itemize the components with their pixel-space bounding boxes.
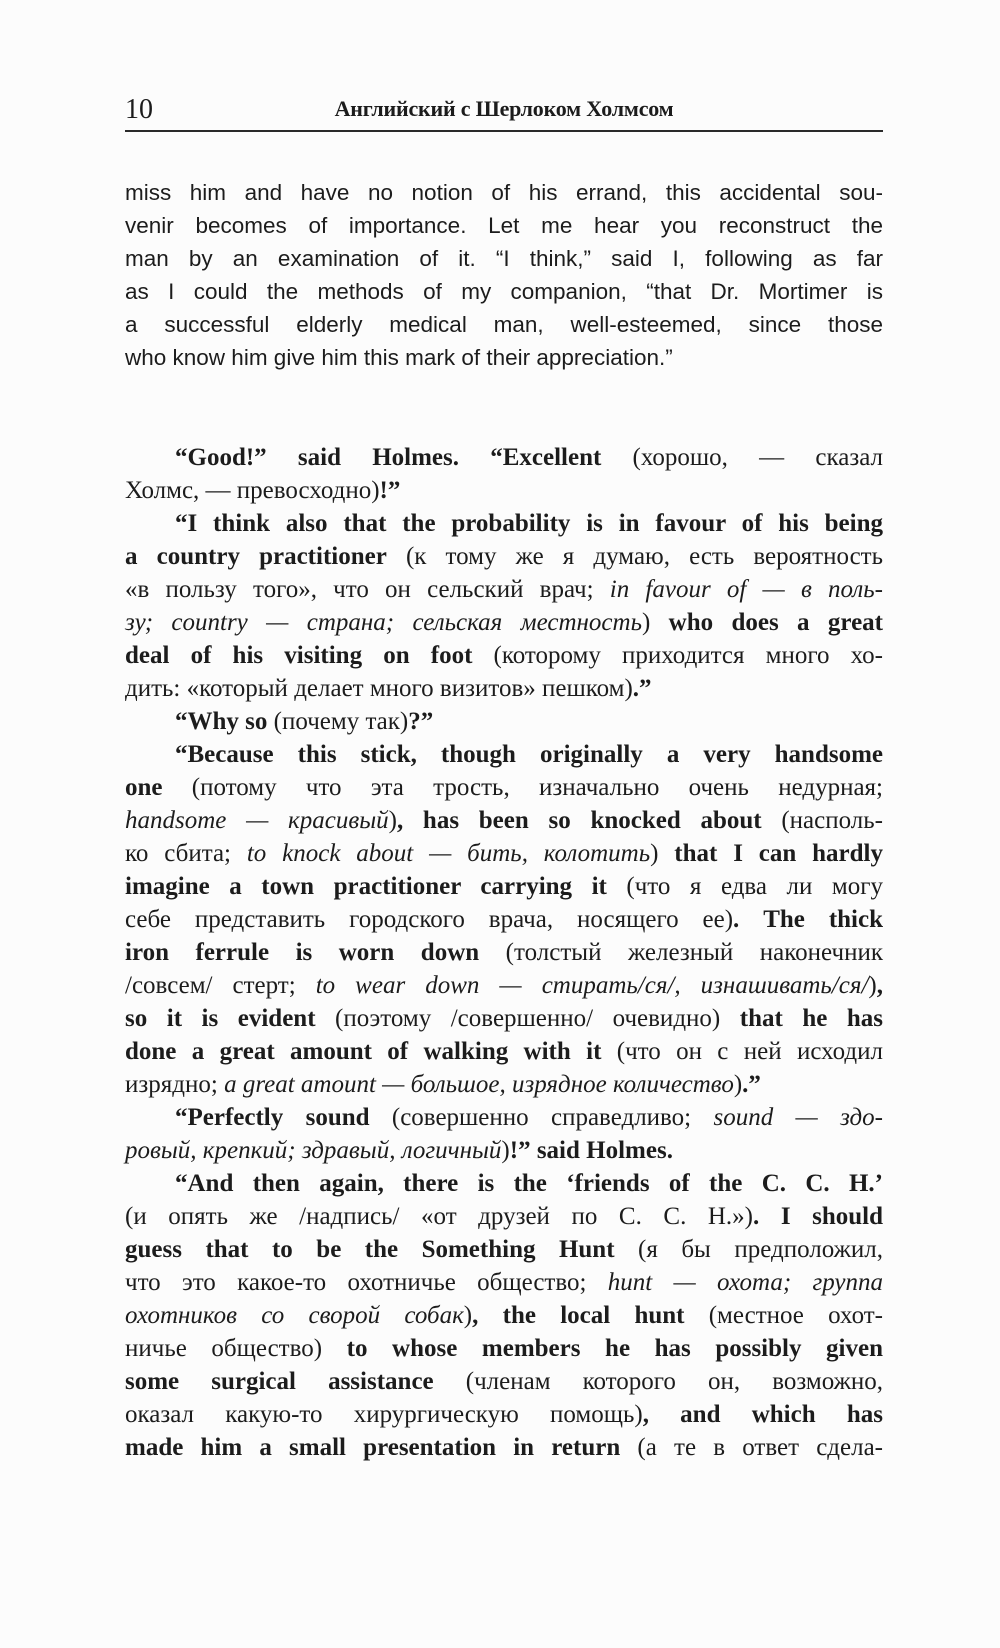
translation-text: who know him give him this mark of their appreciation.” (125, 345, 673, 370)
gloss-text: to wear down — стирать/ся/, изнашивать/ся/ (315, 972, 869, 999)
translation-text: дить: «который делает много визитов» пешком) (125, 675, 633, 702)
text-line (125, 606, 883, 639)
gloss-text: ровый, крепкий; здравый, логичный (125, 1137, 502, 1164)
text-line (125, 275, 883, 308)
text-line (125, 1299, 883, 1332)
gloss-text: sound — здо- (713, 1104, 883, 1131)
translation-text: Холмс, — превосходно) (125, 477, 380, 504)
translation-text: as I could the methods of my companion, “that Dr. Mortimer is (125, 279, 883, 304)
text-line (125, 1365, 883, 1398)
text-line (125, 639, 883, 672)
text-line (125, 705, 883, 738)
text-line (125, 969, 883, 1002)
translation-text: изрядно; (125, 1071, 225, 1098)
translation-text: venir becomes of importance. Let me hear you reconstruct the (125, 213, 883, 238)
english-text: .” (742, 1071, 761, 1098)
english-text: that he has (720, 1005, 884, 1032)
translation-text: (насполь- (761, 807, 883, 834)
translation-text: ) (641, 609, 651, 636)
text-line (125, 870, 883, 903)
gloss-text: to knock about — бить, колотить (246, 840, 651, 867)
gloss-text: in favour of — в поль- (609, 576, 883, 603)
translation-text: ничье общество) (125, 1335, 323, 1362)
english-text: , (876, 972, 883, 999)
text-line (125, 1134, 883, 1167)
english-text: a country practitioner (125, 543, 387, 570)
gloss-text: зу; country — страна; сельская местность (125, 609, 642, 636)
translation-text: (я бы предположил, (614, 1236, 883, 1263)
translation-text: себе представить городского врача, носящего ее) (125, 906, 734, 933)
annotated-text-body (125, 441, 883, 1464)
running-header (125, 88, 883, 132)
translation-text: (хорошо, — сказал (601, 444, 883, 471)
english-text: “Perfectly sound (175, 1104, 370, 1131)
text-line (125, 507, 883, 540)
english-text: imagine a town practitioner carrying it (125, 873, 607, 900)
english-text: “Because this stick, though originally a very handsome (175, 741, 883, 768)
translation-text: (совершенно справедливо; (369, 1104, 714, 1131)
translation-text: ) (388, 807, 397, 834)
gloss-text: handsome — красивый (125, 807, 389, 834)
translation-text: (и опять же /надпись/ «от друзей по С. С. Н.») (125, 1203, 754, 1230)
translation-text: (местное охот- (684, 1302, 884, 1329)
english-text: , has been so knocked about (396, 807, 762, 834)
text-line (125, 771, 883, 804)
english-text: “Why so (175, 708, 268, 735)
text-line (125, 341, 883, 374)
english-text: “Good!” said Holmes. “Excellent (175, 444, 602, 471)
text-line (125, 242, 883, 275)
text-line (125, 1332, 883, 1365)
text-line (125, 903, 883, 936)
english-text: . I should (753, 1203, 883, 1230)
text-line (125, 1035, 883, 1068)
gloss-text: hunt — охота; группа (607, 1269, 884, 1296)
english-text: made him a small presentation in return (125, 1434, 621, 1461)
translation-text: оказал какую-то хирургическую помощь) (125, 1401, 643, 1428)
english-text: some surgical assistance (125, 1368, 434, 1395)
translation-text: (толстый железный наконечник (479, 939, 883, 966)
english-text: guess that to be the Something Hunt (125, 1236, 615, 1263)
translation-text: (что я едва ли могу (606, 873, 883, 900)
text-line (125, 936, 883, 969)
translation-text: (что он с ней исходил (601, 1038, 883, 1065)
translation-text: ко сбита; (125, 840, 247, 867)
text-line (125, 1233, 883, 1266)
text-line (125, 1266, 883, 1299)
translation-text: /совсем/ стерт; (125, 972, 316, 999)
text-line (125, 1431, 883, 1464)
english-text: deal of his visiting on foot (125, 642, 473, 669)
english-text: so it is evident (125, 1005, 316, 1032)
translation-text: ) (501, 1137, 510, 1164)
english-text: done a great amount of walking with it (125, 1038, 602, 1065)
text-line (125, 209, 883, 242)
running-title: Английский с Шерлоком Холмсом (334, 96, 674, 121)
translation-text: ) (868, 972, 877, 999)
text-line (125, 1101, 883, 1134)
english-text: who does a great (650, 609, 883, 636)
gloss-text: a great amount — большое, изрядное количество (224, 1071, 734, 1098)
translation-text: «в пользу того», что он сельский врач; (125, 576, 610, 603)
text-line (125, 1002, 883, 1035)
translation-text: ) (650, 840, 659, 867)
english-text: to whose members he has possibly given (322, 1335, 883, 1362)
translation-text: miss him and have no notion of his errand, this accidental sou- (125, 180, 883, 205)
gloss-text: охотников со сворой собак (125, 1302, 464, 1329)
english-text: iron ferrule is worn down (125, 939, 480, 966)
text-line (125, 804, 883, 837)
translation-text: (которому приходится много хо- (472, 642, 883, 669)
english-text: that I can hardly (658, 840, 883, 867)
text-line (125, 573, 883, 606)
translation-text: (а те в ответ сдела- (620, 1434, 883, 1461)
translation-text: что это какое-то охотничье общество; (125, 1269, 608, 1296)
english-text: !” said Holmes. (509, 1137, 673, 1164)
text-line (125, 474, 883, 507)
english-text: one (125, 774, 163, 801)
page-number: 10 (125, 94, 153, 125)
text-line (125, 540, 883, 573)
translation-text: a successful elderly medical man, well-esteemed, since those (125, 312, 883, 337)
translation-text: ) (733, 1071, 743, 1098)
text-line (125, 672, 883, 705)
text-line (125, 1398, 883, 1431)
english-text: , the local hunt (472, 1302, 685, 1329)
text-line (125, 441, 883, 474)
text-line (125, 837, 883, 870)
english-text: “And then again, there is the ‘friends of the C. C. H.’ (175, 1170, 883, 1197)
text-line (125, 738, 883, 771)
translation-text: (потому что эта трость, изначально очень недурная; (162, 774, 883, 801)
translation-text: (членам которого он, возможно, (433, 1368, 883, 1395)
english-text: .” (632, 675, 652, 702)
text-line (125, 1200, 883, 1233)
english-text: ?” (408, 708, 434, 735)
english-intro-paragraph (125, 176, 883, 374)
translation-text: ) (463, 1302, 473, 1329)
text-line (125, 308, 883, 341)
english-text: “I think also that the probability is in favour of his being (175, 510, 883, 537)
translation-text: (почему так) (267, 708, 409, 735)
english-text: !” (379, 477, 401, 504)
text-line (125, 1167, 883, 1200)
translation-text: (к тому же я думаю, есть вероятность (386, 543, 884, 570)
text-line (125, 1068, 883, 1101)
translation-text: man by an examination of it. “I think,” said I, following as far (125, 246, 883, 271)
text-line (125, 176, 883, 209)
english-text: , and which has (642, 1401, 883, 1428)
english-text: . The thick (733, 906, 883, 933)
translation-text: (поэтому /совершенно/ очевидно) (315, 1005, 721, 1032)
